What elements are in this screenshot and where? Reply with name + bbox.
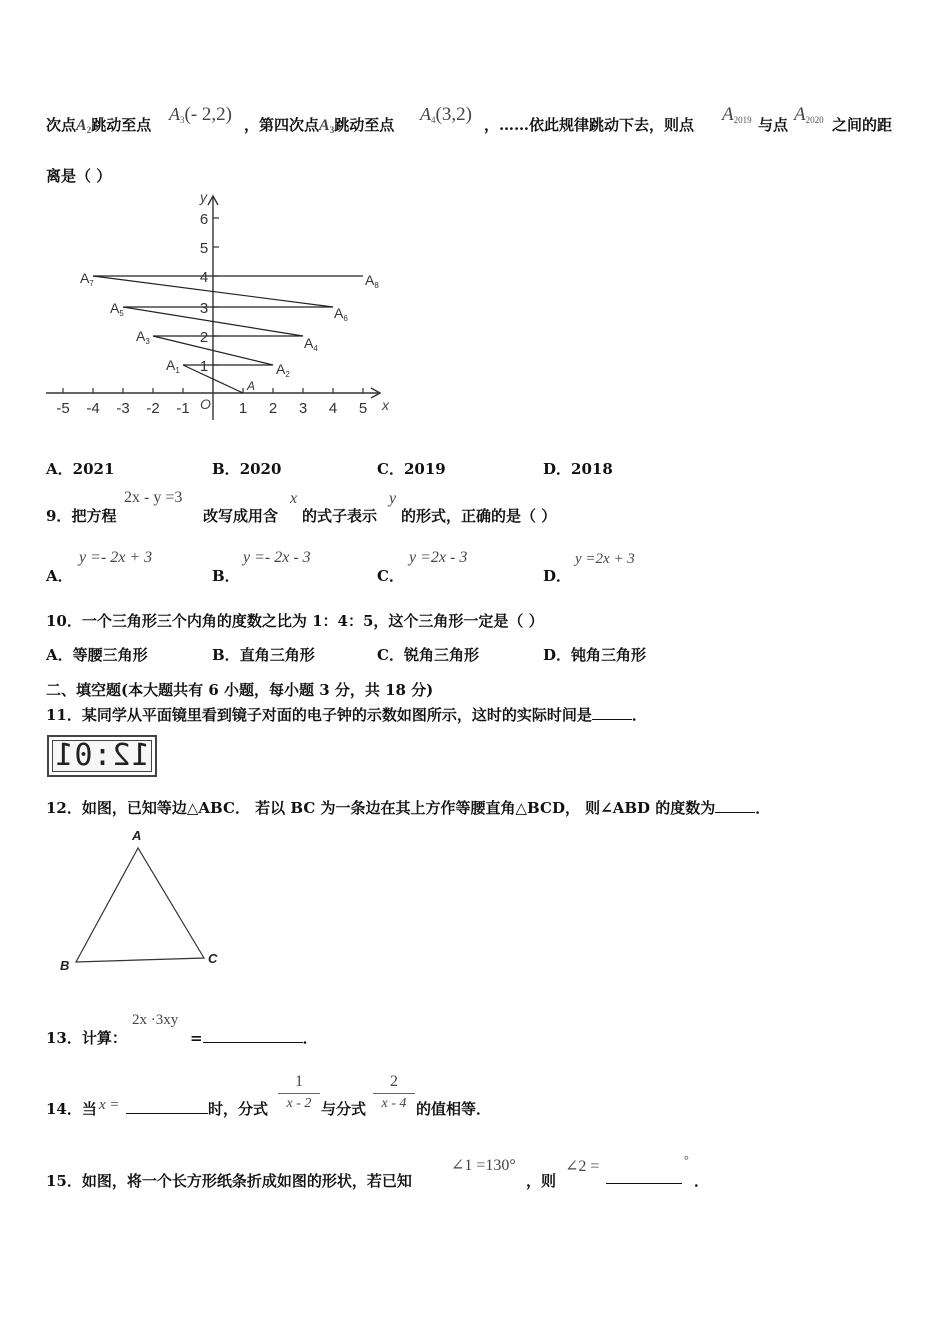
q8-option-b: B．2020 [212, 460, 282, 478]
q9-option-b-label: B． [212, 567, 240, 585]
q8-text-between: 之间的距 [832, 116, 893, 134]
q8-a3-point: $A_3(-$ 2,2) [169, 104, 232, 125]
y-tick-label: 2 [199, 329, 209, 346]
q8-option-a: A．2021 [46, 460, 115, 478]
triangle-abc [76, 848, 204, 962]
q9-var-y: y [389, 490, 397, 507]
x-tick-label: 2 [268, 400, 278, 417]
q14-stem-2: 时，分式 [126, 1098, 268, 1119]
x-tick-label: -2 [146, 400, 160, 417]
x-axis-label: x [382, 397, 389, 413]
q8-a4-coords: (3,2) [435, 104, 472, 125]
q9-stem-2: 改写成用含 [203, 507, 279, 525]
q10-option-a: A．等腰三角形 [46, 646, 148, 664]
q8-a2: $A_2$ [76, 117, 92, 135]
point-A6-label: $A_6$ [334, 305, 348, 323]
q14-fraction-1: 1 x - 2 [278, 1073, 320, 1112]
vertex-b-label: B [60, 958, 70, 973]
vertex-c-label: C [208, 951, 218, 966]
q9-var-x: x [290, 490, 298, 507]
q8-a4-point: $A_4(3,2)$ [420, 104, 472, 125]
point-A5-label: $A_5$ [110, 300, 124, 318]
q13-answer-blank[interactable] [203, 1041, 303, 1043]
q9-option-d-value: y =2x + 3 [575, 551, 635, 567]
q13-answer: = ． [190, 1029, 318, 1047]
q11-clock-display [47, 735, 157, 777]
q8-text-jump1: 跳动至点 [91, 116, 152, 134]
x-tick-label: 5 [358, 400, 368, 417]
point-A2-label: $A_2$ [276, 361, 290, 379]
q12-triangle-figure [56, 826, 226, 976]
q11-answer-blank[interactable] [592, 718, 632, 720]
q9-stem-4: 的形式，正确的是（ ） [401, 507, 557, 525]
point-A-label: A [247, 379, 256, 393]
q8-text-jump2: 跳动至点 [334, 116, 395, 134]
q15-angle-2: ∠2 = [565, 1158, 600, 1175]
q15-answer [606, 1170, 682, 1188]
q12-stem: 12．如图，已知等边△ABC． 若以 BC 为一条边在其上方作等腰直角△BCD， 则∠ABD 的度数为 ． [46, 799, 771, 817]
y-tick-label: 4 [199, 269, 209, 286]
q8-text-fourth: ，第四次点 [244, 116, 320, 134]
point-A4-label: $A_4$ [304, 335, 318, 353]
y-tick-label: 3 [199, 300, 209, 317]
q8-line1c [484, 114, 694, 135]
y-tick-label: 5 [199, 240, 209, 257]
section-2-heading: 二、填空题(本大题共有 6 小题，每小题 3 分，共 18 分) [46, 681, 434, 699]
y-axis-label: y [200, 189, 207, 205]
y-tick-label: 6 [199, 211, 209, 228]
x-tick-label: -4 [86, 400, 100, 417]
q8-text-rule: ，……依此规律跳动下去，则点 [484, 116, 695, 134]
q8-text-prefix: 次点 [46, 116, 77, 134]
q11-clock-digits: 12:01 [52, 740, 152, 772]
q14-fraction-2: 2 x - 4 [373, 1073, 415, 1112]
q10-option-c: C．锐角三角形 [377, 646, 479, 664]
q15-answer-blank[interactable] [606, 1182, 682, 1184]
q12-answer-blank[interactable] [715, 811, 755, 813]
q11-stem: 11．某同学从平面镜里看到镜子对面的电子钟的示数如图所示，这时的实际时间是 ． [46, 706, 647, 724]
origin-label: O [200, 396, 211, 412]
q14-stem-1: 14．当 [46, 1100, 97, 1118]
x-tick-label: 4 [328, 400, 338, 417]
q9-option-a-label: A． [46, 567, 73, 585]
q10-option-d: D．钝角三角形 [543, 646, 647, 664]
q8-line1 [46, 114, 151, 135]
q14-stem-4: 的值相等． [416, 1100, 492, 1118]
y-tick-label: 1 [199, 358, 209, 375]
q10-option-b: B．直角三角形 [212, 646, 315, 664]
q14-stem-3: 与分式 [321, 1100, 367, 1118]
q8-a3-coords: (- 2,2) [184, 104, 232, 125]
q8-text-with: 与点 [758, 116, 789, 134]
q8-line2: 离是（ ） [46, 167, 112, 185]
q8-coordinate-graph [40, 188, 400, 423]
q14-var: x = [99, 1097, 120, 1113]
point-A7-label: $A_7$ [80, 270, 94, 288]
x-tick-label: -1 [176, 400, 190, 417]
q8-a3b: $A_3$ [319, 117, 335, 135]
vertex-a-label: A [132, 828, 142, 843]
x-tick-label: 1 [238, 400, 248, 417]
q9-option-b-value: y =- 2x - 3 [243, 549, 311, 566]
q9-option-c-label: C． [377, 567, 404, 585]
point-A1-label: $A_1$ [166, 357, 180, 375]
q14-answer-blank[interactable] [126, 1112, 208, 1114]
q8-a2020: $A_{2020}$ [794, 104, 824, 125]
q9-option-c-value: y =2x - 3 [409, 549, 468, 566]
q15-degree: ° [684, 1153, 689, 1167]
q8-line1b [244, 114, 394, 135]
q13-stem: 13．计算： [46, 1029, 127, 1047]
point-A8-label: $A_8$ [365, 272, 379, 290]
q9-equation: 2x - y =3 [124, 489, 183, 506]
x-tick-label: -3 [116, 400, 130, 417]
q9-option-a-value: y =- 2x + 3 [79, 549, 153, 566]
q9-stem-1: 9．把方程 [46, 507, 117, 525]
q15-stem-2: ，则 [526, 1172, 557, 1190]
q13-expression: 2x ·3xy [132, 1012, 179, 1028]
q8-a2019: $A_{2019}$ [722, 104, 752, 125]
point-A3-label: $A_3$ [136, 328, 150, 346]
q15-end: ． [694, 1172, 710, 1190]
q8-option-d: D．2018 [543, 460, 613, 478]
q9-option-d-label: D． [543, 567, 572, 585]
x-tick-label: -5 [56, 400, 70, 417]
q9-stem-3: 的式子表示 [302, 507, 378, 525]
q15-stem-1: 15．如图，将一个长方形纸条折成如图的形状，若已知 [46, 1172, 412, 1190]
q15-angle-1: ∠1 =130° [451, 1157, 516, 1174]
x-tick-label: 3 [298, 400, 308, 417]
q8-option-c: C．2019 [377, 460, 446, 478]
q10-stem: 10．一个三角形三个内角的度数之比为 1：4：5，这个三角形一定是（ ） [46, 612, 544, 630]
